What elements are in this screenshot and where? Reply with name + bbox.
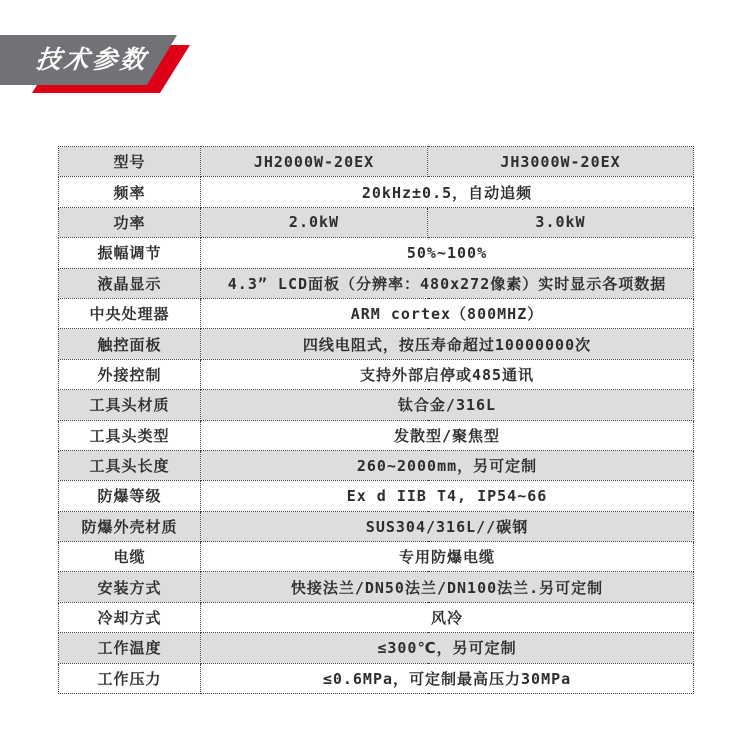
spec-value: JH3000W-20EX	[428, 147, 694, 177]
spec-row	[59, 390, 694, 420]
spec-value: 风冷	[201, 602, 694, 632]
spec-row	[59, 602, 694, 632]
spec-label: 安装方式	[59, 572, 201, 602]
spec-label: 工具头长度	[59, 450, 201, 480]
spec-value: 4.3” LCD面板（分辨率：480x272像素）实时显示各项数据	[201, 268, 694, 298]
spec-row	[59, 177, 694, 207]
spec-label: 防爆外壳材质	[59, 511, 201, 541]
spec-value: 钛合金/316L	[201, 390, 694, 420]
spec-value: 50%~100%	[201, 238, 694, 268]
spec-label: 工具头类型	[59, 420, 201, 450]
spec-label: 防爆等级	[59, 481, 201, 511]
spec-value: SUS304/316L//碳钢	[201, 511, 694, 541]
spec-row	[59, 420, 694, 450]
spec-label: 振幅调节	[59, 238, 201, 268]
spec-label: 工具头材质	[59, 390, 201, 420]
spec-value: 专用防爆电缆	[201, 542, 694, 572]
spec-row	[59, 511, 694, 541]
spec-label: 中央处理器	[59, 298, 201, 328]
spec-value: Ex d IIB T4, IP54~66	[201, 481, 694, 511]
specs-table	[58, 146, 694, 694]
section-banner	[0, 35, 240, 135]
spec-value: ≤0.6MPa，可定制最高压力30MPa	[201, 663, 694, 693]
spec-row	[59, 359, 694, 389]
spec-row	[59, 329, 694, 359]
spec-label: 功率	[59, 207, 201, 237]
spec-value: 发散型/聚焦型	[201, 420, 694, 450]
spec-value: 支持外部启停或485通讯	[201, 359, 694, 389]
spec-label: 液晶显示	[59, 268, 201, 298]
spec-value: 2.0kW	[201, 207, 428, 237]
spec-label: 型号	[59, 147, 201, 177]
spec-label: 工作温度	[59, 633, 201, 663]
spec-value: 四线电阻式，按压寿命超过10000000次	[201, 329, 694, 359]
spec-value: ≤300℃，另可定制	[201, 633, 694, 663]
spec-label: 频率	[59, 177, 201, 207]
spec-value: 260~2000mm，另可定制	[201, 450, 694, 480]
spec-label: 触控面板	[59, 329, 201, 359]
spec-row	[59, 207, 694, 237]
spec-label: 冷却方式	[59, 602, 201, 632]
spec-value: 快接法兰/DN50法兰/DN100法兰.另可定制	[201, 572, 694, 602]
spec-label: 外接控制	[59, 359, 201, 389]
spec-label: 电缆	[59, 542, 201, 572]
spec-row	[59, 633, 694, 663]
spec-row	[59, 268, 694, 298]
spec-value: 20kHz±0.5，自动追频	[201, 177, 694, 207]
spec-label: 工作压力	[59, 663, 201, 693]
spec-row	[59, 298, 694, 328]
page-title: 技术参数	[34, 45, 150, 74]
spec-row	[59, 572, 694, 602]
spec-value: ARM cortex（800MHZ）	[201, 298, 694, 328]
spec-row	[59, 450, 694, 480]
spec-value: 3.0kW	[428, 207, 694, 237]
spec-row	[59, 238, 694, 268]
spec-value: JH2000W-20EX	[201, 147, 428, 177]
specs-table-body	[59, 147, 694, 694]
spec-row	[59, 542, 694, 572]
spec-row	[59, 663, 694, 693]
spec-row	[59, 147, 694, 177]
spec-row	[59, 481, 694, 511]
